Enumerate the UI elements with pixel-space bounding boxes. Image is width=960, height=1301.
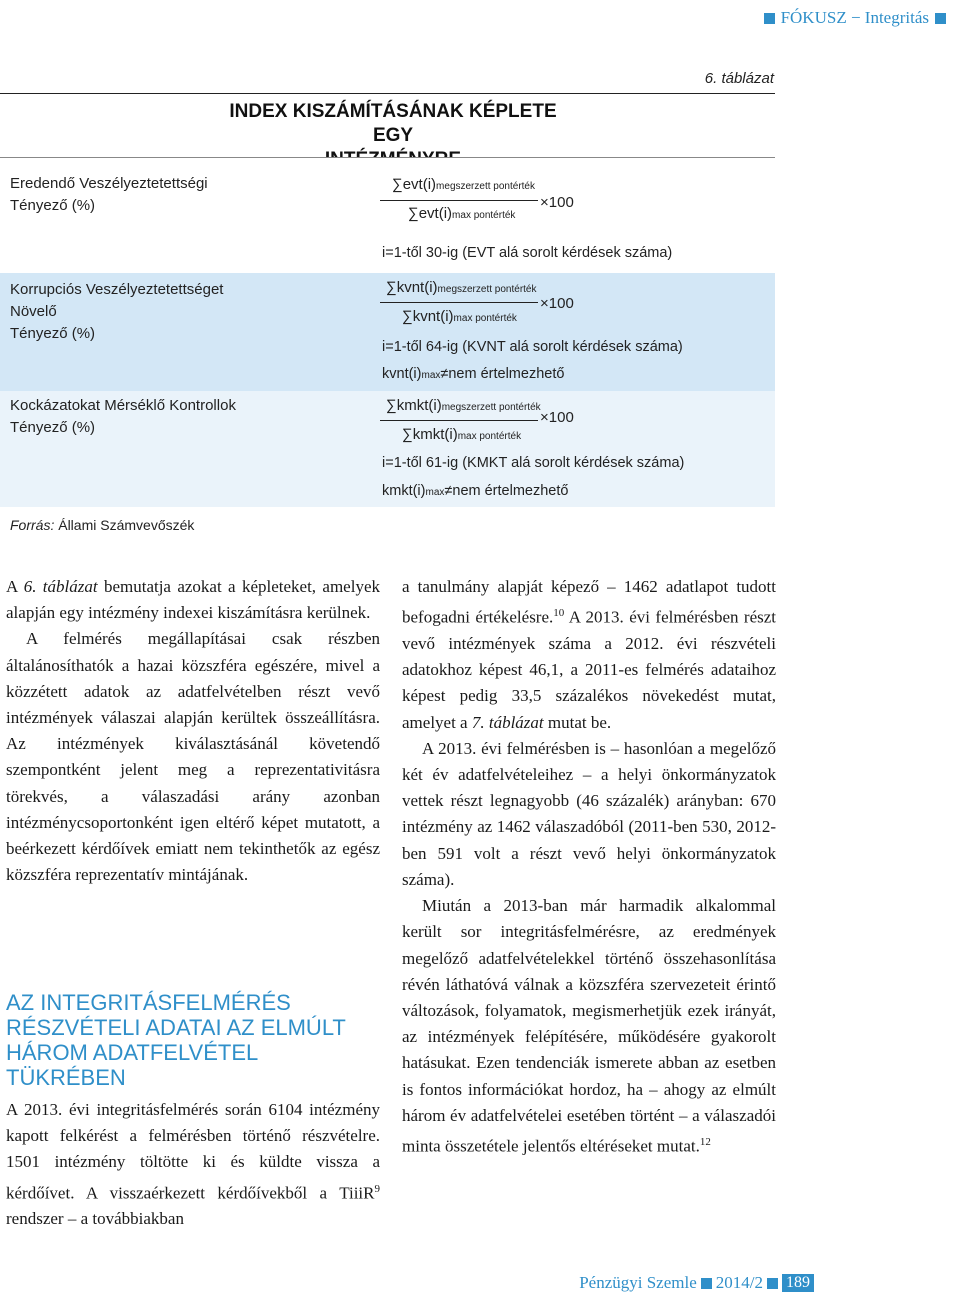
paragraph <box>402 574 776 736</box>
multiplier-value: 100 <box>548 194 574 211</box>
fraction-line <box>380 420 538 421</box>
numerator-term: evt(i) <box>402 176 437 193</box>
fraction-line <box>380 200 538 201</box>
formula-denominator: ∑kvnt(i)max pontérték <box>402 308 517 325</box>
text-span: A <box>6 577 24 596</box>
max-note-subscript: max <box>421 370 441 381</box>
section-heading: AZ INTEGRITÁSFELMÉRÉS RÉSZVÉTELI ADATAI AZ ELMÚLT HÁROM ADATFELVÉTEL TÜKRÉBEN <box>6 990 346 1090</box>
table-row-evt <box>0 158 775 273</box>
denominator-term: kvnt(i) <box>412 308 454 325</box>
table-top-rule <box>0 93 775 94</box>
max-note-term: kmkt(i) <box>382 483 426 499</box>
formula-range-note: i=1-től 61-ig (KMKT alá sorolt kérdések száma) <box>382 455 685 471</box>
denominator-subscript: max pontérték <box>457 431 522 442</box>
formula-range-note: i=1-től 30-ig (EVT alá sorolt kérdések száma) <box>382 245 673 261</box>
paragraph: A felmérés megállapításai csak részben általánosíthatók a hazai közszféra egészére, mivel a közzétett adatok az adatfelvételben részt vevő intézmények válaszai alapján kerültek összeállításra. Az intézmények kiválasztásánál követendő szempontként jelent meg a reprezentativitásra törekvés, a válaszadási arány azonban intézménycsoportonként igen eltérő képet mutatott, a beérkezett kérdőívek emiatt nem tekinthetők az egész közszféra reprezentatív mintájának. <box>6 629 380 885</box>
row-label-line: Eredendő Veszélyeztetettségi <box>10 175 208 192</box>
text-span: A 2013. évi felmérésben részt vevő intézmények száma a 2012. évi részvételi adatokhoz képest 46,1, a 2011-es felmérés adataihoz képest pedig 33,5 százalékos növekedést mutat, amelyet a <box>402 607 777 732</box>
row-label-line: Kockázatokat Mérséklő Kontrollok <box>10 397 236 414</box>
square-bullet-icon <box>935 13 946 24</box>
table-title-line1: INDEX KISZÁMÍTÁSÁNAK KÉPLETE EGY <box>229 101 557 146</box>
square-bullet-icon <box>701 1278 712 1289</box>
numerator-term: kmkt(i) <box>396 397 442 414</box>
journal-section-label: FÓKUSZ − Integritás <box>780 8 929 27</box>
paragraph: A 2013. évi felmérésben is – hasonlóan a megelőző két év adatfelvételeihez – a helyi önkormányzatok vettek részt legnagyobb (46 százalék) arányban: 670 intézmény az 1462 válaszadóból (2011-ben 530, 2012-ben 591 volt a részt vevő helyi önkormányzatok száma). <box>402 738 776 889</box>
row-label-line: Tényező (%) <box>10 325 96 342</box>
text-span: mutat be. <box>543 712 612 732</box>
footnote-marker: 9 <box>374 1182 380 1195</box>
formula-numerator: ∑evt(i)megszerzett pontérték <box>392 176 535 193</box>
table-reference: 7. táblázat <box>471 712 544 732</box>
text-span: Miután a 2013-ban már harmadik alkalommal került sor integritásfelmérésre, az eredmények megelőző adatfelvételekkel történő összehasonlítása révén láthatóvá válnak a közszféra szervezeteit érintő változások, folyamatok, megismerhetjük ezek irányát, az intézmények felépítésére, működésére gyakorolt hatásukat. Ezen tendenciák ismerete abban az esetben is fontos információkat hordoz, ha – ahogy az elmúlt három év adatfelvételei esetében történt – a válaszadói minta összetétele jelentős eltéréseket mutat. <box>402 896 776 1156</box>
max-note-subscript: max <box>425 487 445 498</box>
formula-max-note: kmkt(i)max≠nem értelmezhető <box>382 483 569 499</box>
row-label <box>10 395 260 439</box>
numerator-subscript: megszerzett pontérték <box>436 181 535 192</box>
running-footer <box>579 1273 814 1293</box>
denominator-term: kmkt(i) <box>412 426 458 443</box>
formula-numerator: ∑kvnt(i)megszerzett pontérték <box>386 279 537 296</box>
paragraph <box>6 1097 380 1233</box>
page-number: 189 <box>782 1274 814 1292</box>
text-span: bemutatja azokat a képleteket, amelyek alapján egy intézmény indexei kiszámításra kerülnek. <box>6 577 380 623</box>
formula-multiplier: ×100 <box>540 194 574 211</box>
row-label-line: Korrupciós Veszélyeztetettséget Növelő <box>10 281 224 320</box>
max-note-text: nem értelmezhető <box>452 483 569 499</box>
formula-multiplier: ×100 <box>540 409 574 426</box>
row-label <box>10 279 260 345</box>
denominator-term: evt(i) <box>418 205 453 222</box>
table-row-kmkt <box>0 391 775 507</box>
row-label-line: Tényező (%) <box>10 419 96 436</box>
running-header <box>764 8 946 28</box>
text-span: rendszer – a továbbiakban <box>6 1209 184 1229</box>
numerator-subscript: megszerzett pontérték <box>437 284 537 295</box>
text-span: a tanulmány alapját képező – 1462 adatlapot tudott befogadni értékelésre. <box>402 577 776 627</box>
formula-max-note: kvnt(i)max≠nem értelmezhető <box>382 366 565 382</box>
formula-range-note: i=1-től 64-ig (KVNT alá sorolt kérdések száma) <box>382 339 683 355</box>
source-text: Állami Számvevőszék <box>58 517 195 533</box>
formula-denominator: ∑kmkt(i)max pontérték <box>402 426 522 443</box>
square-bullet-icon <box>764 13 775 24</box>
paragraph <box>402 893 776 1160</box>
formula-numerator: ∑kmkt(i)megszerzett pontérték <box>386 397 541 414</box>
square-bullet-icon <box>767 1278 778 1289</box>
table-reference: 6. táblázat <box>23 577 98 596</box>
footnote-marker: 10 <box>553 607 565 620</box>
formula-multiplier: ×100 <box>540 295 574 312</box>
paragraph <box>6 574 380 626</box>
denominator-subscript: max pontérték <box>453 313 517 324</box>
row-label <box>10 173 260 217</box>
numerator-subscript: megszerzett pontérték <box>441 402 541 413</box>
denominator-subscript: max pontérték <box>452 210 516 221</box>
body-column-left-bottom <box>6 1097 380 1233</box>
max-note-text: nem értelmezhető <box>448 366 565 382</box>
journal-issue: 2014/2 <box>715 1273 763 1292</box>
table-source <box>10 517 194 533</box>
journal-name: Pénzügyi Szemle <box>579 1273 697 1292</box>
body-column-right <box>402 574 776 1160</box>
table-number: 6. táblázat <box>704 70 774 87</box>
multiplier-value: 100 <box>548 409 574 426</box>
text-span: A 2013. évi integritásfelmérés során 6104 intézmény kapott felkérést a felmérésben történő részvételre. 1501 intézmény töltötte ki és küldte vissza a kérdőívet. A visszaérkezett kérdőívekből a TiiiR <box>6 1100 380 1203</box>
footnote-marker: 12 <box>699 1135 711 1148</box>
table-row-kvnt <box>0 273 775 391</box>
multiplier-value: 100 <box>548 295 574 312</box>
body-column-left-top <box>6 574 380 888</box>
row-label-line: Tényező (%) <box>10 197 96 214</box>
fraction-line <box>380 302 538 303</box>
source-label: Forrás: <box>10 517 55 533</box>
max-note-term: kvnt(i) <box>382 366 422 382</box>
numerator-term: kvnt(i) <box>396 279 438 296</box>
formula-denominator: ∑evt(i)max pontérték <box>408 205 516 222</box>
